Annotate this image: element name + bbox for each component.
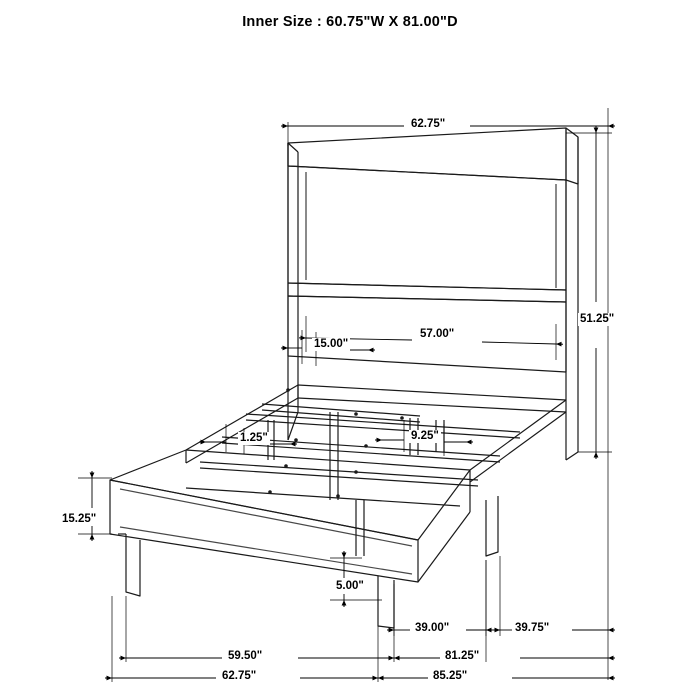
dim-label-slat-spacing: 9.25" bbox=[411, 430, 439, 442]
dimension-lines bbox=[78, 108, 612, 682]
leg-front-left bbox=[126, 534, 140, 596]
dim-label-panel-width: 57.00" bbox=[420, 328, 455, 340]
platform-right-rail bbox=[470, 400, 566, 470]
dim-label-post-gap: 15.00" bbox=[314, 338, 349, 350]
dim-label-headboard-height: 51.25" bbox=[580, 313, 615, 325]
leg-front-right bbox=[378, 576, 394, 628]
headboard-panel bbox=[288, 166, 566, 290]
platform-back-rail bbox=[298, 385, 566, 400]
headboard-top-cap bbox=[288, 128, 578, 184]
center-support-beam bbox=[262, 404, 420, 416]
footboard-right-side bbox=[418, 512, 470, 582]
leg-back-right bbox=[486, 496, 498, 556]
dim-label-slat-thickness: 1.25" bbox=[240, 432, 268, 444]
dim-label-outer-width: 62.75" bbox=[222, 670, 257, 682]
page-title: Inner Size : 60.75"W X 81.00"D bbox=[242, 14, 458, 30]
bed-outline bbox=[110, 128, 578, 628]
dim-label-headboard-width: 62.75" bbox=[411, 118, 446, 130]
dim-label-footboard-inner-depth: 39.00" bbox=[415, 622, 450, 634]
dim-label-inner-width: 59.50" bbox=[228, 650, 263, 662]
dim-label-overall-length: 85.25" bbox=[433, 670, 468, 682]
dim-label-footboard-height: 15.25" bbox=[62, 513, 97, 525]
headboard-divider-1 bbox=[288, 283, 566, 290]
dim-label-side-rail-length: 81.25" bbox=[445, 650, 480, 662]
footboard-top-left-edge bbox=[110, 450, 186, 480]
footboard-top-back-edge bbox=[186, 450, 470, 470]
dim-panel-width-right bbox=[482, 342, 556, 344]
dim-label-leg-height: 5.00" bbox=[336, 580, 364, 592]
dim-label-footboard-outer-depth: 39.75" bbox=[515, 622, 550, 634]
footboard-top-right-edge bbox=[418, 470, 470, 540]
